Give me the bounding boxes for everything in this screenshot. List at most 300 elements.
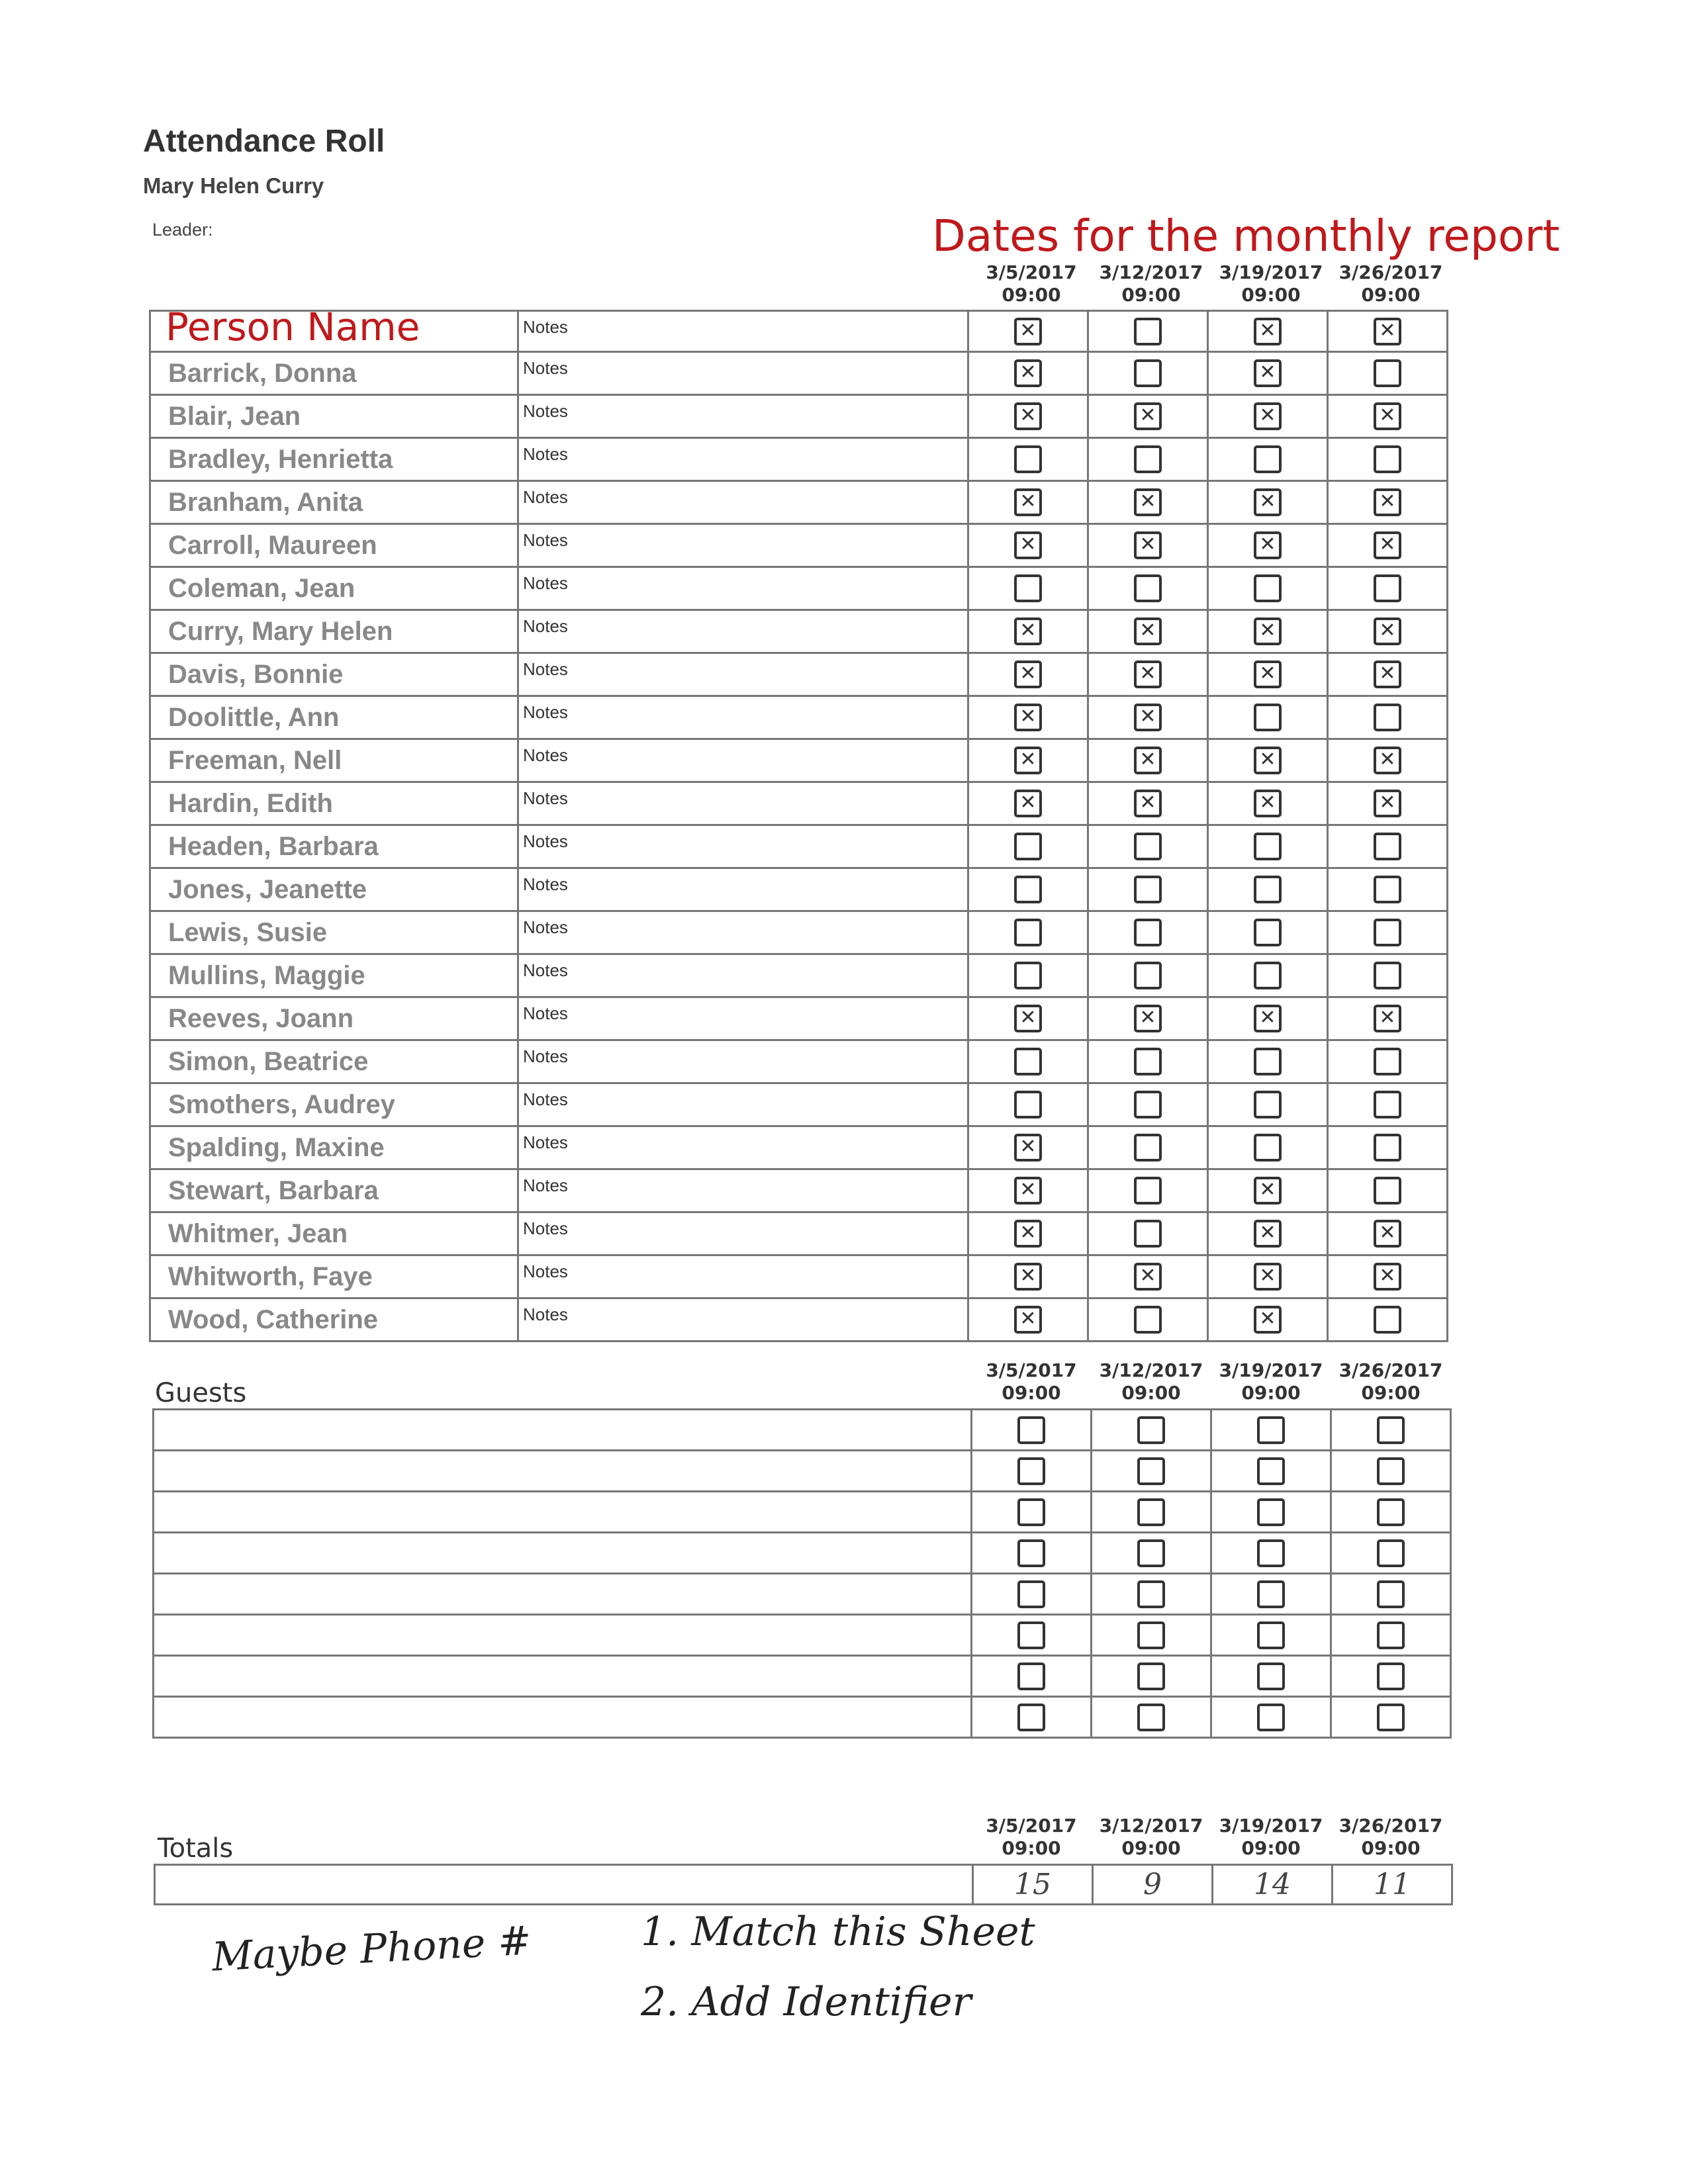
attendance-checkbox[interactable] (1254, 359, 1282, 387)
attendance-checkbox[interactable] (1254, 660, 1282, 688)
guest-attendance-checkbox[interactable] (1137, 1621, 1165, 1649)
attendance-cell (1328, 567, 1448, 610)
table-row (150, 567, 1448, 610)
attendance-cell (1328, 395, 1448, 438)
attendance-checkbox[interactable] (1254, 318, 1282, 345)
attendance-cell (972, 1451, 1092, 1492)
attendance-checkbox[interactable] (1254, 1005, 1282, 1032)
attendance-checkbox[interactable] (1134, 704, 1162, 731)
attendance-cell (1088, 954, 1208, 997)
guest-name-field[interactable] (154, 1533, 972, 1574)
attendance-checkbox[interactable] (1254, 747, 1282, 774)
attendance-checkbox[interactable] (1374, 704, 1401, 731)
attendance-checkbox[interactable] (1374, 1091, 1401, 1118)
attendance-cell (1208, 1212, 1328, 1255)
attendance-checkbox[interactable] (1134, 962, 1162, 989)
attendance-cell (1328, 954, 1448, 997)
person-name-annotation: Person Name (165, 304, 420, 349)
attendance-cell (1088, 481, 1208, 524)
totals-table (154, 1864, 1453, 1905)
attendance-checkbox[interactable] (1374, 833, 1401, 860)
attendance-checkbox[interactable] (1254, 617, 1282, 645)
guest-attendance-checkbox[interactable] (1137, 1457, 1165, 1485)
attendance-checkbox[interactable] (1254, 1263, 1282, 1291)
guest-attendance-checkbox[interactable] (1137, 1580, 1165, 1608)
attendance-checkbox[interactable] (1014, 1134, 1042, 1161)
attendance-checkbox[interactable] (1134, 1005, 1162, 1032)
attendance-checkbox[interactable] (1014, 574, 1042, 602)
table-row (150, 438, 1448, 481)
attendance-cell (1208, 610, 1328, 653)
table-row (150, 696, 1448, 739)
attendance-checkbox[interactable] (1014, 660, 1042, 688)
attendance-cell (972, 1492, 1092, 1533)
member-name: Davis, Bonnie (150, 653, 518, 696)
attendance-cell (968, 868, 1088, 911)
guest-attendance-checkbox[interactable] (1377, 1539, 1405, 1567)
attendance-checkbox[interactable] (1014, 1263, 1042, 1291)
attendance-cell (1092, 1615, 1211, 1656)
attendance-cell (1328, 311, 1448, 352)
attendance-checkbox[interactable] (1134, 359, 1162, 387)
attendance-checkbox[interactable] (1134, 1220, 1162, 1248)
attendance-cell (1211, 1492, 1331, 1533)
header-date: 3/12/2017 (1099, 1815, 1203, 1837)
attendance-cell (1088, 1298, 1208, 1342)
attendance-cell (1208, 696, 1328, 739)
attendance-checkbox[interactable] (1254, 445, 1282, 473)
table-row (150, 954, 1448, 997)
header-time: 09:00 (1002, 284, 1061, 306)
attendance-checkbox[interactable] (1374, 318, 1401, 345)
guest-attendance-checkbox[interactable] (1257, 1498, 1285, 1526)
attendance-cell (1208, 311, 1328, 352)
attendance-checkbox[interactable] (1254, 962, 1282, 989)
attendance-cell (968, 567, 1088, 610)
attendance-checkbox[interactable] (1134, 660, 1162, 688)
attendance-checkbox[interactable] (1134, 1134, 1162, 1161)
member-name: Jones, Jeanette (150, 868, 518, 911)
guest-attendance-checkbox[interactable] (1137, 1704, 1165, 1731)
attendance-checkbox[interactable] (1014, 445, 1042, 473)
attendance-cell (972, 1533, 1092, 1574)
attendance-cell (1088, 653, 1208, 696)
attendance-checkbox[interactable] (1254, 1048, 1282, 1075)
page-title: Attendance Roll (143, 124, 385, 159)
attendance-cell (1088, 696, 1208, 739)
attendance-cell (1331, 1492, 1451, 1533)
date-column-header (1088, 1815, 1214, 1860)
attendance-checkbox[interactable] (1014, 1048, 1042, 1075)
attendance-checkbox[interactable] (1014, 488, 1042, 516)
attendance-cell (968, 311, 1088, 352)
attendance-cell (1088, 311, 1208, 352)
attendance-cell (1088, 868, 1208, 911)
attendance-cell (968, 696, 1088, 739)
attendance-checkbox[interactable] (1134, 833, 1162, 860)
attendance-checkbox[interactable] (1254, 402, 1282, 430)
guest-attendance-checkbox[interactable] (1257, 1416, 1285, 1444)
member-name: Bradley, Henrietta (150, 438, 518, 481)
leader-label: Leader: (152, 220, 213, 240)
attendance-cell (968, 782, 1088, 825)
attendance-cell (1328, 438, 1448, 481)
table-row (150, 524, 1448, 567)
attendance-checkbox[interactable] (1014, 704, 1042, 731)
guest-name-field[interactable] (154, 1574, 972, 1615)
attendance-checkbox[interactable] (1014, 833, 1042, 860)
notes-field[interactable]: Notes (518, 696, 968, 739)
notes-field[interactable]: Notes (518, 1212, 968, 1255)
notes-field[interactable]: Notes (518, 739, 968, 782)
guest-attendance-checkbox[interactable] (1377, 1457, 1405, 1485)
attendance-checkbox[interactable] (1014, 617, 1042, 645)
header-time: 09:00 (1361, 1382, 1421, 1404)
attendance-checkbox[interactable] (1374, 747, 1401, 774)
attendance-checkbox[interactable] (1134, 790, 1162, 817)
attendance-checkbox[interactable] (1254, 919, 1282, 946)
header-date: 3/26/2017 (1338, 1359, 1443, 1381)
header-date: 3/19/2017 (1219, 1359, 1323, 1381)
guest-attendance-checkbox[interactable] (1257, 1580, 1285, 1608)
guest-name-field[interactable] (154, 1697, 972, 1738)
member-name: Simon, Beatrice (150, 1040, 518, 1083)
attendance-cell (968, 610, 1088, 653)
attendance-checkbox[interactable] (1374, 574, 1401, 602)
attendance-cell (1328, 1255, 1448, 1298)
guest-attendance-checkbox[interactable] (1377, 1621, 1405, 1649)
notes-field[interactable]: Notes (518, 954, 968, 997)
notes-field[interactable]: Notes (518, 438, 968, 481)
attendance-cell (1211, 1574, 1331, 1615)
attendance-checkbox[interactable] (1374, 617, 1401, 645)
attendance-checkbox[interactable] (1374, 1134, 1401, 1161)
guest-attendance-checkbox[interactable] (1377, 1704, 1405, 1731)
notes-field[interactable]: Notes (518, 524, 968, 567)
header-date: 3/12/2017 (1099, 1359, 1203, 1381)
attendance-cell (1208, 911, 1328, 954)
notes-field[interactable]: Notes (518, 1040, 968, 1083)
guest-attendance-checkbox[interactable] (1377, 1662, 1405, 1690)
attendance-checkbox[interactable] (1134, 1177, 1162, 1205)
attendance-checkbox[interactable] (1374, 919, 1401, 946)
attendance-cell (1211, 1697, 1331, 1738)
guest-attendance-checkbox[interactable] (1017, 1539, 1045, 1567)
attendance-cell (1088, 1126, 1208, 1169)
guest-row (154, 1410, 1451, 1451)
attendance-cell (968, 739, 1088, 782)
attendance-checkbox[interactable] (1134, 1263, 1162, 1291)
attendance-cell (1092, 1697, 1211, 1738)
date-column-header (968, 261, 1094, 306)
header-date: 3/19/2017 (1219, 1815, 1323, 1837)
attendance-checkbox[interactable] (1254, 531, 1282, 559)
attendance-checkbox[interactable] (1014, 402, 1042, 430)
attendance-cell (1088, 825, 1208, 868)
table-row (150, 825, 1448, 868)
attendance-checkbox[interactable] (1014, 1306, 1042, 1334)
table-row (150, 1083, 1448, 1126)
member-name: Doolittle, Ann (150, 696, 518, 739)
handwritten-item-1: 1. Match this Sheet (641, 1909, 1035, 1955)
attendance-cell (1328, 997, 1448, 1040)
notes-field[interactable]: Notes (518, 567, 968, 610)
guests-table (152, 1408, 1452, 1739)
attendance-cell (1208, 481, 1328, 524)
attendance-cell (968, 825, 1088, 868)
guest-attendance-checkbox[interactable] (1017, 1621, 1045, 1649)
notes-field[interactable]: Notes (518, 1169, 968, 1212)
attendance-checkbox[interactable] (1134, 402, 1162, 430)
member-name: Barrick, Donna (150, 352, 518, 395)
notes-field[interactable]: Notes (518, 481, 968, 524)
guest-attendance-checkbox[interactable] (1017, 1704, 1045, 1731)
attendance-cell (1088, 997, 1208, 1040)
table-row (150, 1040, 1448, 1083)
attendance-cell (1088, 567, 1208, 610)
member-name: Curry, Mary Helen (150, 610, 518, 653)
attendance-checkbox[interactable] (1374, 962, 1401, 989)
attendance-cell (1088, 1212, 1208, 1255)
attendance-checkbox[interactable] (1254, 1306, 1282, 1334)
attendance-checkbox[interactable] (1014, 359, 1042, 387)
table-row (150, 1169, 1448, 1212)
attendance-cell (1208, 653, 1328, 696)
attendance-cell (1328, 653, 1448, 696)
attendance-checkbox[interactable] (1254, 488, 1282, 516)
attendance-checkbox[interactable] (1254, 1177, 1282, 1205)
member-name: Reeves, Joann (150, 997, 518, 1040)
attendance-cell (1092, 1656, 1211, 1697)
notes-field[interactable]: Notes (518, 782, 968, 825)
attendance-checkbox[interactable] (1374, 1220, 1401, 1248)
attendance-cell (1208, 438, 1328, 481)
member-name: Stewart, Barbara (150, 1169, 518, 1212)
guest-name-field[interactable] (154, 1492, 972, 1533)
attendance-cell (968, 481, 1088, 524)
date-column-header (1088, 261, 1214, 306)
attendance-checkbox[interactable] (1134, 574, 1162, 602)
attendance-cell (1088, 911, 1208, 954)
guest-row (154, 1492, 1451, 1533)
guest-name-field[interactable] (154, 1656, 972, 1697)
attendance-checkbox[interactable] (1014, 1220, 1042, 1248)
member-name: Mullins, Maggie (150, 954, 518, 997)
header-date: 3/12/2017 (1099, 261, 1203, 283)
guest-attendance-checkbox[interactable] (1257, 1662, 1285, 1690)
attendance-checkbox[interactable] (1374, 1005, 1401, 1032)
attendance-checkbox[interactable] (1254, 574, 1282, 602)
attendance-checkbox[interactable] (1014, 1005, 1042, 1032)
attendance-checkbox[interactable] (1134, 445, 1162, 473)
attendance-checkbox[interactable] (1254, 876, 1282, 903)
handwritten-note: Maybe Phone # (211, 1917, 533, 1981)
total-value: 14 (1213, 1865, 1333, 1905)
notes-field[interactable]: Notes (518, 911, 968, 954)
attendance-cell (1092, 1533, 1211, 1574)
guest-attendance-checkbox[interactable] (1137, 1662, 1165, 1690)
attendance-cell (1208, 352, 1328, 395)
attendance-cell (1328, 1169, 1448, 1212)
attendance-checkbox[interactable] (1134, 1306, 1162, 1334)
member-name: Blair, Jean (150, 395, 518, 438)
table-row (150, 782, 1448, 825)
attendance-checkbox[interactable] (1374, 1306, 1401, 1334)
attendance-checkbox[interactable] (1134, 747, 1162, 774)
notes-field[interactable]: Notes (518, 825, 968, 868)
guest-attendance-checkbox[interactable] (1257, 1457, 1285, 1485)
attendance-checkbox[interactable] (1014, 962, 1042, 989)
attendance-cell (1088, 782, 1208, 825)
header-date: 3/19/2017 (1219, 261, 1323, 283)
attendance-cell (1328, 911, 1448, 954)
guest-row (154, 1574, 1451, 1615)
attendance-cell (1208, 1126, 1328, 1169)
guest-attendance-checkbox[interactable] (1377, 1498, 1405, 1526)
attendance-cell (1092, 1410, 1211, 1451)
member-name: Headen, Barbara (150, 825, 518, 868)
attendance-checkbox[interactable] (1014, 1091, 1042, 1118)
attendance-cell (968, 352, 1088, 395)
attendance-checkbox[interactable] (1134, 318, 1162, 345)
attendance-cell (1331, 1574, 1451, 1615)
member-name: Whitworth, Faye (150, 1255, 518, 1298)
attendance-cell (1331, 1410, 1451, 1451)
attendance-cell (968, 653, 1088, 696)
attendance-cell (1208, 954, 1328, 997)
guest-attendance-checkbox[interactable] (1257, 1704, 1285, 1731)
attendance-checkbox[interactable] (1374, 445, 1401, 473)
attendance-checkbox[interactable] (1374, 876, 1401, 903)
attendance-checkbox[interactable] (1134, 488, 1162, 516)
attendance-checkbox[interactable] (1134, 919, 1162, 946)
attendance-cell (1092, 1492, 1211, 1533)
attendance-checkbox[interactable] (1254, 1220, 1282, 1248)
notes-field[interactable]: Notes (518, 868, 968, 911)
attendance-checkbox[interactable] (1374, 531, 1401, 559)
header-date: 3/5/2017 (986, 261, 1077, 283)
attendance-checkbox[interactable] (1014, 1177, 1042, 1205)
notes-field[interactable]: Notes (518, 352, 968, 395)
notes-field[interactable]: Notes (518, 610, 968, 653)
table-row (150, 610, 1448, 653)
attendance-checkbox[interactable] (1014, 919, 1042, 946)
guest-attendance-checkbox[interactable] (1377, 1416, 1405, 1444)
guest-name-field[interactable] (154, 1410, 972, 1451)
attendance-cell (1088, 1255, 1208, 1298)
attendance-checkbox[interactable] (1374, 790, 1401, 817)
attendance-cell (968, 524, 1088, 567)
guest-attendance-checkbox[interactable] (1257, 1539, 1285, 1567)
guest-attendance-checkbox[interactable] (1017, 1416, 1045, 1444)
attendance-checkbox[interactable] (1134, 531, 1162, 559)
attendance-checkbox[interactable] (1374, 402, 1401, 430)
attendance-checkbox[interactable] (1374, 1263, 1401, 1291)
attendance-checkbox[interactable] (1374, 1177, 1401, 1205)
attendance-checkbox[interactable] (1254, 704, 1282, 731)
date-column-header (1208, 1815, 1334, 1860)
attendance-checkbox[interactable] (1254, 1134, 1282, 1161)
attendance-checkbox[interactable] (1254, 790, 1282, 817)
attendance-cell (1088, 739, 1208, 782)
attendance-checkbox[interactable] (1134, 617, 1162, 645)
attendance-cell (968, 1212, 1088, 1255)
attendance-checkbox[interactable] (1134, 1091, 1162, 1118)
attendance-checkbox[interactable] (1134, 1048, 1162, 1075)
attendance-cell (1092, 1574, 1211, 1615)
notes-field[interactable]: Notes (518, 1083, 968, 1126)
attendance-cell (1328, 1040, 1448, 1083)
attendance-cell (1328, 1298, 1448, 1342)
attendance-checkbox[interactable] (1014, 531, 1042, 559)
attendance-cell (1208, 868, 1328, 911)
header-time: 09:00 (1121, 284, 1181, 306)
guest-attendance-checkbox[interactable] (1137, 1416, 1165, 1444)
attendance-cell (1208, 825, 1328, 868)
guest-attendance-checkbox[interactable] (1017, 1457, 1045, 1485)
table-row (150, 481, 1448, 524)
notes-field[interactable]: Notes (518, 395, 968, 438)
member-name: Smothers, Audrey (150, 1083, 518, 1126)
attendance-checkbox[interactable] (1014, 790, 1042, 817)
attendance-checkbox[interactable] (1134, 876, 1162, 903)
notes-field[interactable]: Notes (518, 997, 968, 1040)
attendance-checkbox[interactable] (1014, 318, 1042, 345)
attendance-cell (968, 395, 1088, 438)
attendance-cell (1208, 782, 1328, 825)
attendance-checkbox[interactable] (1374, 660, 1401, 688)
attendance-checkbox[interactable] (1014, 876, 1042, 903)
guest-attendance-checkbox[interactable] (1137, 1539, 1165, 1567)
attendance-cell (968, 997, 1088, 1040)
attendance-cell (968, 1083, 1088, 1126)
guest-attendance-checkbox[interactable] (1377, 1580, 1405, 1608)
attendance-cell (968, 1126, 1088, 1169)
notes-field[interactable]: Notes (518, 311, 968, 352)
guest-attendance-checkbox[interactable] (1017, 1580, 1045, 1608)
notes-field[interactable]: Notes (518, 653, 968, 696)
attendance-cell (1211, 1451, 1331, 1492)
attendance-cell (1208, 1255, 1328, 1298)
attendance-checkbox[interactable] (1374, 488, 1401, 516)
guest-name-field[interactable] (154, 1451, 972, 1492)
attendance-checkbox[interactable] (1254, 1091, 1282, 1118)
attendance-cell (1331, 1697, 1451, 1738)
guest-attendance-checkbox[interactable] (1017, 1498, 1045, 1526)
notes-field[interactable]: Notes (518, 1126, 968, 1169)
attendance-checkbox[interactable] (1014, 747, 1042, 774)
header-time: 09:00 (1241, 1382, 1301, 1404)
date-column-header (968, 1359, 1094, 1404)
table-row (150, 911, 1448, 954)
attendance-cell (1211, 1533, 1331, 1574)
guest-attendance-checkbox[interactable] (1257, 1621, 1285, 1649)
totals-title: Totals (158, 1833, 234, 1864)
attendance-cell (1328, 524, 1448, 567)
attendance-cell (1208, 567, 1328, 610)
attendance-checkbox[interactable] (1254, 833, 1282, 860)
attendance-checkbox[interactable] (1374, 359, 1401, 387)
guest-attendance-checkbox[interactable] (1017, 1662, 1045, 1690)
guest-attendance-checkbox[interactable] (1137, 1498, 1165, 1526)
table-row (150, 1126, 1448, 1169)
attendance-checkbox[interactable] (1374, 1048, 1401, 1075)
notes-field[interactable]: Notes (518, 1298, 968, 1342)
notes-field[interactable]: Notes (518, 1255, 968, 1298)
attendance-cell (1208, 739, 1328, 782)
guest-name-field[interactable] (154, 1615, 972, 1656)
table-row (150, 997, 1448, 1040)
